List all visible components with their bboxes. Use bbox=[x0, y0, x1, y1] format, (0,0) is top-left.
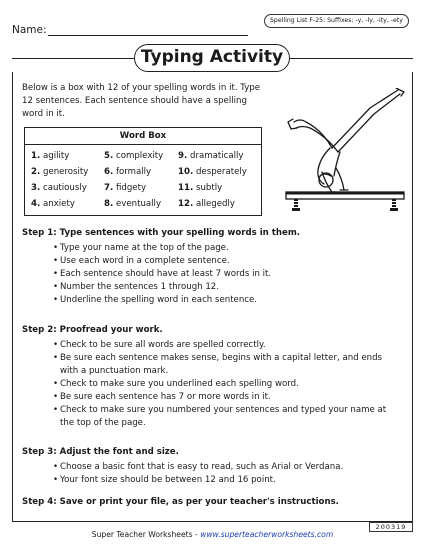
name-label: Name: bbox=[12, 24, 47, 36]
word-number: 9. bbox=[178, 151, 188, 161]
step-1-bullet: • Underline the spelling word in each sentence. bbox=[60, 294, 390, 307]
word-box-item bbox=[31, 167, 88, 177]
word-box-item bbox=[104, 151, 163, 161]
footer-site-name: Super Teacher Worksheets - bbox=[91, 530, 201, 539]
word-box-title: Word Box bbox=[25, 128, 261, 145]
spelling-list-tag: Spelling List F-25: Suffixes: -y, -ly, -ity, -ety bbox=[264, 14, 409, 28]
step-1-bullet: • Type your name at the top of the page. bbox=[60, 242, 390, 255]
spelling-word: subtly bbox=[195, 183, 223, 193]
step-3-title: Step 3: Adjust the font and size. bbox=[22, 447, 179, 457]
step-2-title: Step 2: Proofread your work. bbox=[22, 325, 163, 335]
spelling-word: desperately bbox=[195, 167, 247, 177]
word-box-item bbox=[31, 199, 75, 209]
step-2-bullet: • Check to make sure you numbered your sentences and typed your name at the top of the page. bbox=[60, 404, 390, 429]
step-2-bullet: • Be sure each sentence has 7 or more words in it. bbox=[60, 391, 390, 404]
word-number: 3. bbox=[31, 183, 41, 193]
word-box-item bbox=[104, 167, 151, 177]
intro-text: Below is a box with 12 of your spelling words in it. Type 12 sentences. Each sentence should have a spelling word in it. bbox=[22, 83, 261, 119]
step-2-bullet: • Check to be sure all words are spelled correctly. bbox=[60, 339, 390, 352]
word-number: 6. bbox=[104, 167, 114, 177]
spelling-word: formally bbox=[115, 167, 152, 177]
step-2-bullet: • Be sure each sentence makes sense, begins with a capital letter, and ends with a punctuation mark. bbox=[60, 352, 390, 377]
word-box-item bbox=[104, 183, 146, 193]
spelling-word: anxiety bbox=[42, 199, 75, 209]
spelling-word: eventually bbox=[115, 199, 162, 209]
word-number: 7. bbox=[104, 183, 114, 193]
step-1-bullet: • Number the sentences 1 through 12. bbox=[60, 281, 390, 294]
step-1-bullet: • Use each word in a complete sentence. bbox=[60, 255, 390, 268]
footer bbox=[0, 530, 425, 539]
step-1-title: Step 1: Type sentences with your spelling words in them. bbox=[22, 228, 301, 238]
step-3-bullet: • Choose a basic font that is easy to read, such as Arial or Verdana. bbox=[60, 461, 390, 474]
word-box-item bbox=[31, 183, 87, 193]
footer-url[interactable]: www.superteacherworksheets.com bbox=[200, 530, 334, 539]
worksheet-code: 200319 bbox=[369, 522, 413, 532]
gymnast-on-balance-beam-icon bbox=[282, 88, 408, 216]
step-3-bullet: • Your font size should be between 12 and 16 point. bbox=[60, 474, 390, 487]
name-line bbox=[48, 35, 248, 36]
word-number: 2. bbox=[31, 167, 41, 177]
word-box-item bbox=[178, 167, 247, 177]
word-number: 1. bbox=[31, 151, 41, 161]
spelling-word: allegedly bbox=[195, 199, 235, 209]
spelling-word: complexity bbox=[115, 151, 164, 161]
word-number: 4. bbox=[31, 199, 41, 209]
word-box-item bbox=[178, 183, 222, 193]
word-number: 12. bbox=[178, 199, 194, 209]
word-box-item bbox=[178, 151, 244, 161]
word-number: 10. bbox=[178, 167, 194, 177]
word-box-item bbox=[104, 199, 161, 209]
step-2-bullet: • Check to make sure you underlined each spelling word. bbox=[60, 378, 390, 391]
step-4-title: Step 4: Save or print your file, as per your teacher's instructions. bbox=[22, 497, 339, 507]
spelling-word: cautiously bbox=[42, 183, 87, 193]
word-number: 5. bbox=[104, 151, 114, 161]
word-box-item bbox=[178, 199, 235, 209]
word-number: 11. bbox=[178, 183, 194, 193]
word-box-item bbox=[31, 151, 69, 161]
page-title: Typing Activity bbox=[134, 44, 290, 72]
step-1-bullet: • Each sentence should have at least 7 words in it. bbox=[60, 268, 390, 281]
spelling-word: generosity bbox=[42, 167, 89, 177]
spelling-word: fidgety bbox=[115, 183, 147, 193]
word-number: 8. bbox=[104, 199, 114, 209]
spelling-word: dramatically bbox=[189, 151, 244, 161]
spelling-word: agility bbox=[42, 151, 70, 161]
